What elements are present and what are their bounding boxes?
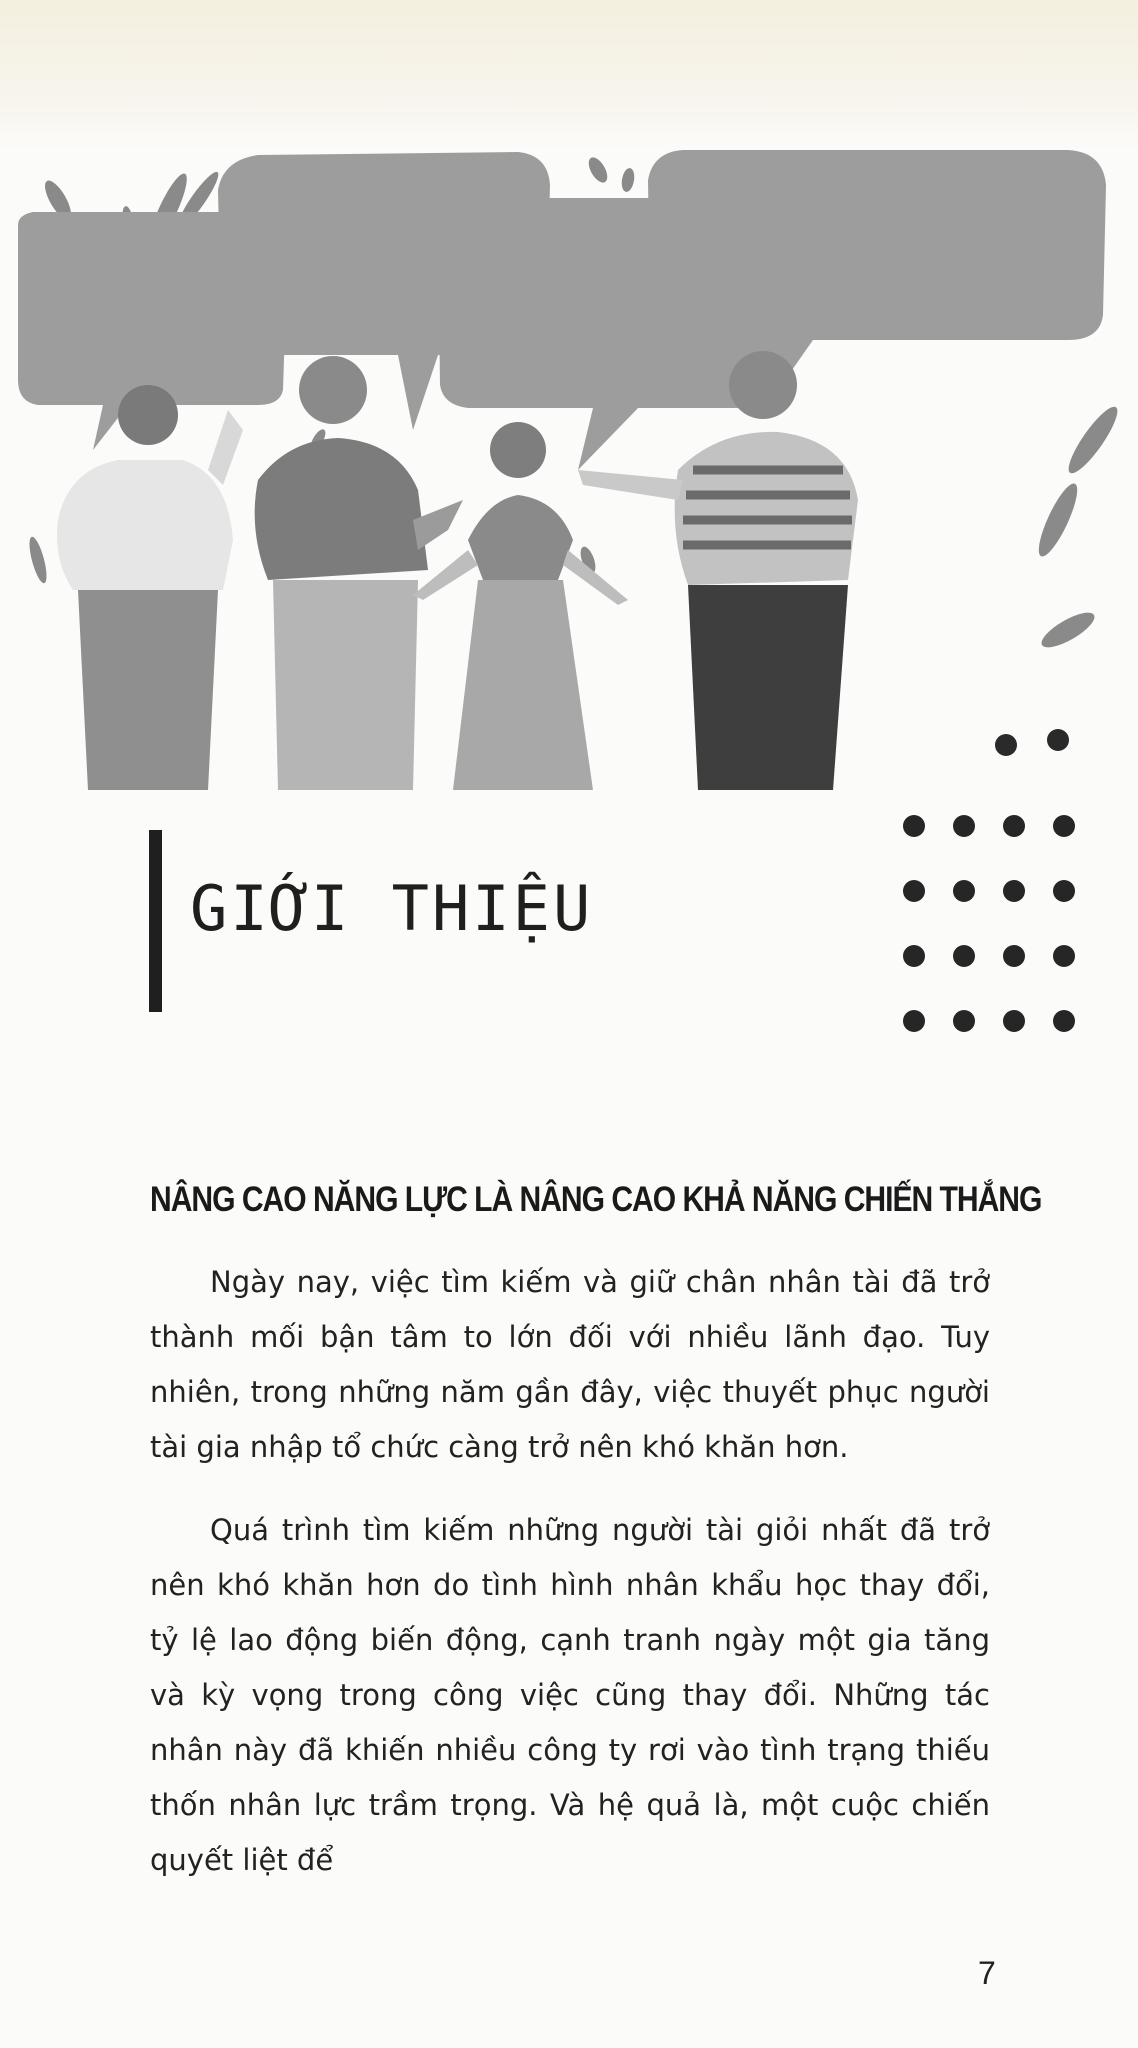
dot-icon — [1053, 815, 1075, 837]
dot-icon — [953, 945, 975, 967]
dot-icon — [953, 815, 975, 837]
section-title: GIỚI THIỆU — [190, 872, 594, 945]
page-top-tint — [0, 0, 1138, 150]
dot-icon — [903, 945, 925, 967]
dot-icon — [903, 1010, 925, 1032]
dot-icon — [1053, 1010, 1075, 1032]
people-talking-illustration — [18, 140, 1123, 790]
section-accent-bar — [149, 830, 162, 1012]
dot-icon — [953, 1010, 975, 1032]
dot-icon — [1003, 815, 1025, 837]
person-icon — [57, 385, 243, 790]
dot-icon — [1003, 880, 1025, 902]
paragraph: Ngày nay, việc tìm kiếm và giữ chân nhân tài đã trở thành mối bận tâm to lớn đối với nhiều lãnh đạo. Tuy nhiên, trong những năm gần đây, việc thuyết phục người tài gia nhập tổ chức càng trở nên khó khăn hơn. — [150, 1265, 990, 1464]
paragraph: Quá trình tìm kiếm những người tài giỏi nhất đã trở nên khó khăn hơn do tình hình nhân khẩu học thay đổi, tỷ lệ lao động biến động, cạnh tranh ngày một gia tăng và kỳ vọng trong công việc cũng thay đổi. Những tác nhân này đã khiến nhiều công ty rơi vào tình trạng thiếu thốn nhân lực trầm trọng. Và hệ quả là, một cuộc chiến quyết liệt để — [150, 1513, 990, 1877]
dot-icon — [903, 815, 925, 837]
dot-icon — [953, 880, 975, 902]
dot-icon — [1053, 945, 1075, 967]
dot-icon — [1053, 880, 1075, 902]
page-number: 7 — [978, 1955, 996, 1991]
chapter-heading: NÂNG CAO NĂNG LỰC LÀ NÂNG CAO KHẢ NĂNG CHIẾN THẮNG — [150, 1180, 1042, 1219]
decorative-dot-grid — [903, 815, 1075, 1032]
body-text — [150, 1255, 990, 1916]
person-icon — [255, 356, 463, 790]
dot-icon — [903, 880, 925, 902]
dot-icon — [1003, 1010, 1025, 1032]
dot-icon — [1003, 945, 1025, 967]
